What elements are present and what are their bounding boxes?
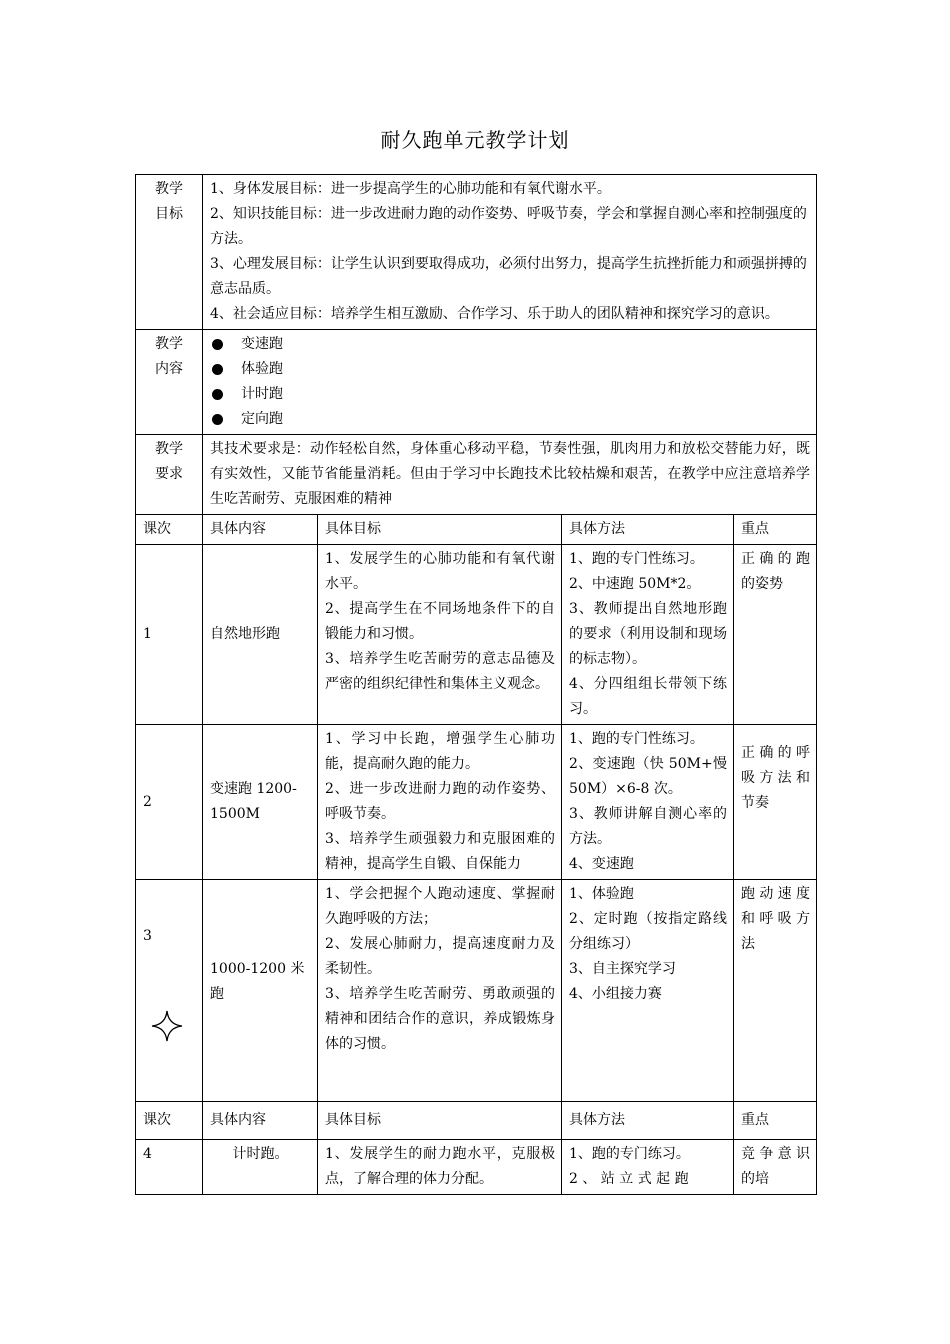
table-row [136, 545, 817, 725]
goal-item: 2、知识技能目标：进一步改进耐力跑的动作姿势、呼吸节奏，学会和掌握自测心率和控制强度的方法。 [210, 206, 807, 247]
lesson-goals: 1、学习中长跑，增强学生心肺功能，提高耐久跑的能力。 2、进一步改进耐力跑的动作姿势、呼吸节奏。 3、培养学生顽强毅力和克服困难的精神，提高学生自锻、自保能力 [318, 725, 562, 880]
goals-label: 教学 目标 [136, 175, 203, 330]
lesson-methods: 1、跑的专门练习。 2 、 站 立 式 起 跑 [562, 1140, 734, 1195]
lesson-focus: 竞争意识的培 [734, 1140, 817, 1195]
requirements-text: 其技术要求是：动作轻松自然，身体重心移动平稳，节奏性强，肌肉用力和放松交替能力好，既有实效性，又能节省能量消耗。但由于学习中长跑技术比较枯燥和艰苦，在教学中应注意培养学生吃苦耐劳、克服困难的精神 [203, 435, 817, 515]
goal-item: 1、身体发展目标：进一步提高学生的心肺功能和有氧代谢水平。 [210, 181, 611, 197]
header-content: 具体内容 [203, 1102, 318, 1140]
plan-table [135, 174, 817, 1195]
header-lesson: 课次 [136, 1102, 203, 1140]
goal-item: 3、心理发展目标：让学生认识到要取得成功，必须付出努力，提高学生抗挫折能力和顽强拼搏的意志品质。 [210, 256, 807, 297]
content-cell [203, 330, 817, 435]
header-focus: 重点 [734, 1102, 817, 1140]
lesson-number: 4 [136, 1140, 203, 1195]
header-goals: 具体目标 [318, 515, 562, 545]
lesson-content: 变速跑 1200-1500M [203, 725, 318, 880]
lesson-methods: 1、跑的专门性练习。 2、中速跑 50M*2。 3、教师提出自然地形跑的要求（利用设制和现场的标志物）。 4、分四组组长带领下练习。 [562, 545, 734, 725]
header-goals: 具体目标 [318, 1102, 562, 1140]
content-label: 教学 内容 [136, 330, 203, 435]
goal-item: 4、社会适应目标：培养学生相互激励、合作学习、乐于助人的团队精神和探究学习的意识。 [210, 306, 779, 322]
lesson-focus: 正确的跑的姿势 [734, 545, 817, 725]
lesson-content: 自然地形跑 [203, 545, 318, 725]
goals-row [136, 175, 817, 330]
lesson-goals: 1、发展学生的心肺功能和有氧代谢水平。 2、提高学生在不同场地条件下的自锻能力和习惯。 3、培养学生吃苦耐劳的意志品德及严密的组织纪律性和集体主义观念。 [318, 545, 562, 725]
content-row [136, 330, 817, 435]
header-content: 具体内容 [203, 515, 318, 545]
lesson-methods: 1、跑的专门性练习。 2、变速跑（快 50M+慢 50M）×6-8 次。 3、教师讲解自测心率的方法。 4、变速跑 [562, 725, 734, 880]
requirements-row [136, 435, 817, 515]
lesson-focus: 正确的呼吸方法和节奏 [734, 725, 817, 880]
lesson-goals: 1、发展学生的耐力跑水平，克服极点，了解合理的体力分配。 [318, 1140, 562, 1195]
bullet-icon [212, 364, 223, 375]
header-methods: 具体方法 [562, 1102, 734, 1140]
lesson-number: 1 [136, 545, 203, 725]
bullet-icon [212, 414, 223, 425]
lesson-methods: 1、体验跑 2、定时跑（按指定路线分组练习） 3、自主探究学习 4、小组接力赛 [562, 880, 734, 1102]
lesson-focus: 跑动速度和呼吸方法 [734, 880, 817, 1102]
lesson-number: 3 [136, 880, 203, 1102]
table-row [136, 1140, 817, 1195]
table-row [136, 880, 817, 1102]
content-item: 变速跑 [210, 332, 810, 357]
requirements-label: 教学 要求 [136, 435, 203, 515]
bullet-icon [212, 389, 223, 400]
lesson-goals: 1、学会把握个人跑动速度、掌握耐久跑呼吸的方法； 2、发展心肺耐力，提高速度耐力及柔韧性。 3、培养学生吃苦耐劳、勇敢顽强的精神和团结合作的意识，养成锻炼身体的习惯。 [318, 880, 562, 1102]
bullet-icon [212, 339, 223, 350]
header-lesson: 课次 [136, 515, 203, 545]
table-header-row [136, 1102, 817, 1140]
content-item: 体验跑 [210, 357, 810, 382]
content-item: 定向跑 [210, 407, 810, 432]
lesson-number: 2 [136, 725, 203, 880]
sparkle-star-icon [151, 1010, 183, 1042]
goals-cell [203, 175, 817, 330]
header-methods: 具体方法 [562, 515, 734, 545]
lesson-content: 1000-1200 米跑 [203, 880, 318, 1102]
table-header-row [136, 515, 817, 545]
content-item: 计时跑 [210, 382, 810, 407]
lesson-content: 计时跑。 [203, 1140, 318, 1195]
header-focus: 重点 [734, 515, 817, 545]
page-title: 耐久跑单元教学计划 [380, 128, 570, 152]
table-row [136, 725, 817, 880]
